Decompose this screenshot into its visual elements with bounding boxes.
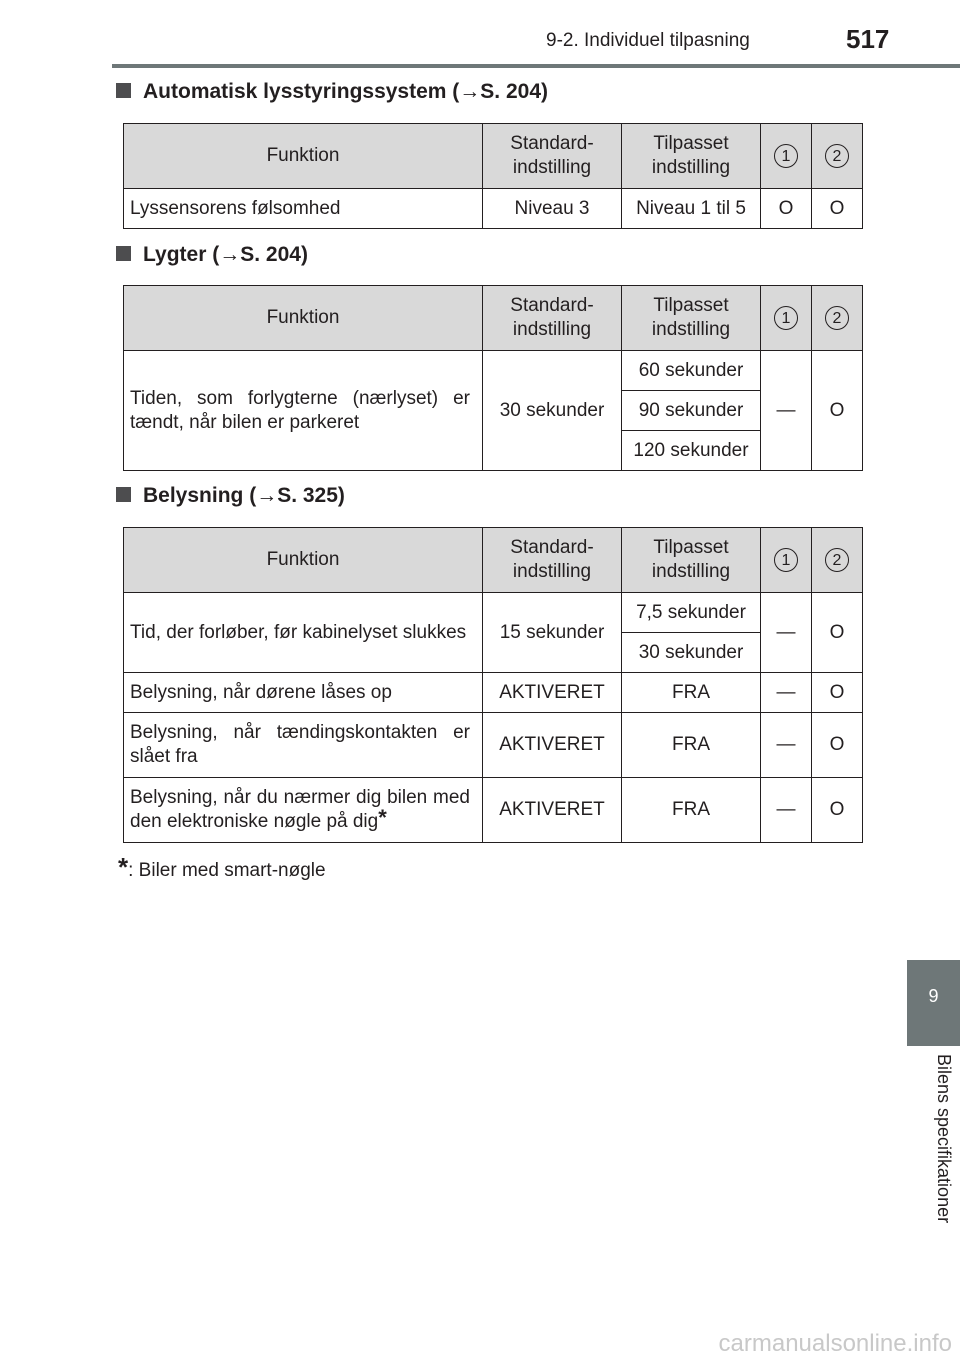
settings-table-automatic-light	[123, 123, 863, 229]
page-number: 517	[846, 24, 890, 54]
settings-table-headlights	[123, 285, 863, 471]
table-row	[124, 593, 863, 633]
col-header-standard: Standard- indstilling	[483, 286, 622, 351]
default-cell: 15 sekunder	[483, 593, 622, 673]
function-cell: Belysning, når du nærmer dig bilen med den elektroniske nøgle på dig*	[124, 778, 483, 843]
footnote	[118, 852, 326, 883]
method-1-cell: —	[761, 593, 812, 673]
footnote-mark[interactable]: *	[378, 805, 387, 830]
table-header-row	[124, 286, 863, 351]
footnote-text: : Biler med smart-nøgle	[128, 860, 326, 881]
method-1-cell: —	[761, 778, 812, 843]
col-header-method-2	[812, 286, 863, 351]
watermark: carmanualsonline.info	[718, 1330, 952, 1357]
header-rule	[112, 64, 960, 68]
chapter-label: Bilens specifikationer	[934, 1054, 954, 1224]
circled-number-icon: 2	[825, 306, 849, 330]
method-1-cell: —	[761, 351, 812, 471]
table-row	[124, 351, 863, 391]
chapter-tab[interactable]	[907, 960, 960, 1046]
option-cell: 7,5 sekunder	[622, 593, 761, 633]
custom-cell: Niveau 1 til 5	[622, 189, 761, 229]
page-reference[interactable]: S. 204)	[480, 80, 549, 103]
table-row	[124, 189, 863, 229]
table-row	[124, 778, 863, 843]
function-cell: Tid, der forløber, før kabinelyset slukkes	[124, 593, 483, 673]
col-header-method-1	[761, 286, 812, 351]
option-cell: 90 sekunder	[622, 391, 761, 431]
method-1-cell: —	[761, 713, 812, 778]
arrow-right-icon: →	[459, 80, 481, 103]
function-cell: Belysning, når tændingskontakten er slået fra	[124, 713, 483, 778]
default-cell: AKTIVERET	[483, 673, 622, 713]
function-cell: Lyssensorens følsomhed	[124, 189, 483, 229]
method-1-cell: —	[761, 673, 812, 713]
function-cell: Belysning, når dørene låses op	[124, 673, 483, 713]
col-header-method-1	[761, 528, 812, 593]
table-header-row	[124, 528, 863, 593]
col-header-method-2	[812, 124, 863, 189]
option-cell: 60 sekunder	[622, 351, 761, 391]
section-title: Belysning (	[143, 484, 257, 507]
col-header-custom: Tilpasset indstilling	[622, 286, 761, 351]
method-2-cell: O	[812, 593, 863, 673]
custom-cell: FRA	[622, 778, 761, 843]
col-header-function: Funktion	[124, 528, 483, 593]
section-heading-headlights	[116, 243, 308, 267]
custom-cell: FRA	[622, 713, 761, 778]
footnote-star: *	[118, 852, 129, 882]
default-cell: AKTIVERET	[483, 713, 622, 778]
col-header-standard: Standard- indstilling	[483, 124, 622, 189]
col-header-custom: Tilpasset indstilling	[622, 528, 761, 593]
square-bullet-icon	[116, 487, 131, 502]
col-header-method-2	[812, 528, 863, 593]
page-reference[interactable]: S. 204)	[240, 243, 308, 266]
circled-number-icon: 1	[774, 548, 798, 572]
option-cell: 30 sekunder	[622, 633, 761, 673]
custom-cell: FRA	[622, 673, 761, 713]
settings-table-interior-lighting	[123, 527, 863, 843]
header-section-title: 9-2. Individuel tilpasning	[546, 30, 750, 51]
method-2-cell: O	[812, 673, 863, 713]
section-title: Lygter (	[143, 243, 220, 266]
circled-number-icon: 2	[825, 548, 849, 572]
col-header-custom: Tilpasset indstilling	[622, 124, 761, 189]
chapter-number: 9	[928, 986, 939, 1006]
col-header-function: Funktion	[124, 286, 483, 351]
section-heading-interior-lighting	[116, 484, 345, 508]
square-bullet-icon	[116, 83, 131, 98]
method-2-cell: O	[812, 713, 863, 778]
square-bullet-icon	[116, 246, 131, 261]
method-2-cell: O	[812, 189, 863, 229]
default-cell: 30 sekunder	[483, 351, 622, 471]
section-title: Automatisk lysstyringssystem (	[143, 80, 460, 103]
table-row	[124, 713, 863, 778]
circled-number-icon: 1	[774, 306, 798, 330]
default-cell: AKTIVERET	[483, 778, 622, 843]
method-1-cell: O	[761, 189, 812, 229]
col-header-standard: Standard- indstilling	[483, 528, 622, 593]
page-reference[interactable]: S. 325)	[277, 484, 345, 507]
table-row	[124, 673, 863, 713]
circled-number-icon: 2	[825, 144, 849, 168]
method-2-cell: O	[812, 778, 863, 843]
section-heading-automatic-light	[116, 80, 548, 104]
method-2-cell: O	[812, 351, 863, 471]
col-header-method-1	[761, 124, 812, 189]
circled-number-icon: 1	[774, 144, 798, 168]
option-cell: 120 sekunder	[622, 431, 761, 471]
arrow-right-icon: →	[219, 243, 241, 266]
default-cell: Niveau 3	[483, 189, 622, 229]
table-header-row	[124, 124, 863, 189]
arrow-right-icon: →	[256, 484, 278, 507]
col-header-function: Funktion	[124, 124, 483, 189]
function-cell: Tiden, som forlygterne (nærlyset) er tændt, når bilen er parkeret	[124, 351, 483, 471]
